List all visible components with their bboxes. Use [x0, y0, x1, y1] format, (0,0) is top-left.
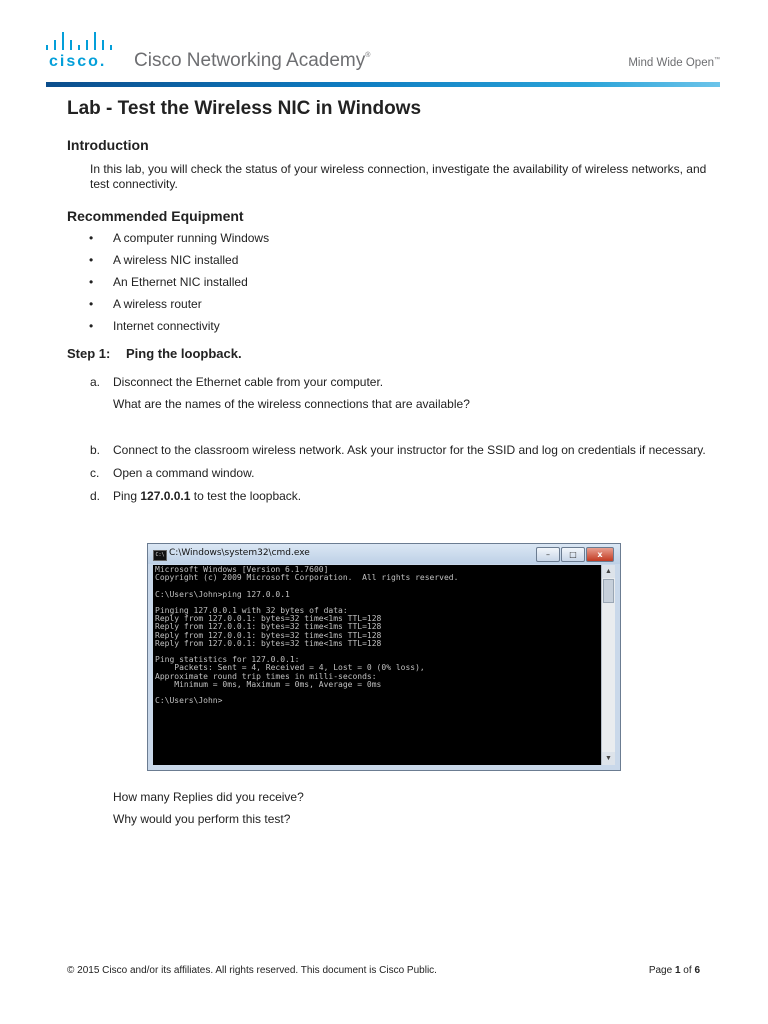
follow-up-questions [113, 790, 304, 834]
cmd-icon: C:\ [153, 550, 167, 561]
list-item: • A wireless router [89, 297, 202, 311]
header-rule [46, 82, 720, 87]
cmd-scrollbar [601, 565, 615, 765]
cmd-window-screenshot [147, 543, 621, 771]
minimize-icon: – [536, 547, 560, 562]
page-title: Lab - Test the Wireless NIC in Windows [67, 98, 422, 119]
cisco-wordmark: cisco. [49, 53, 107, 70]
copyright-notice: © 2015 Cisco and/or its affiliates. All rights reserved. This document is Cisco Public. [67, 965, 437, 976]
cmd-output [153, 565, 603, 765]
introduction-text: In this lab, you will check the status of your wireless connection, investigate the availability of wireless networks, and test connectivity. [90, 162, 707, 191]
scroll-up-icon: ▲ [602, 565, 615, 578]
page-number: Page 1 of 6 [648, 965, 700, 976]
scroll-thumb [603, 579, 614, 603]
question-wireless-names: What are the names of the wireless connections that are available? [113, 397, 470, 411]
list-item: • A computer running Windows [89, 231, 270, 245]
question-replies: How many Replies did you receive? [113, 790, 304, 804]
cisco-logo-icon [46, 32, 116, 50]
step-heading: Step 1: Ping the loopback. [67, 346, 242, 361]
list-item: • Internet connectivity [89, 319, 220, 333]
academy-name: Cisco Networking Academy® [134, 50, 371, 71]
close-icon: x [586, 547, 614, 562]
equipment-heading: Recommended Equipment [67, 208, 244, 224]
introduction-heading: Introduction [67, 137, 149, 153]
cmd-title: C:\Windows\system32\cmd.exe [169, 548, 310, 558]
cmd-output-text: Microsoft Windows [Version 6.1.7600] Copyright (c) 2009 Microsoft Corporation. All rights reserved. C:\Users\John>ping 127.0.0.1 Pinging 127.0.0.1 with 32 bytes of data: Reply from 127.0.0.1: bytes=32 time<1ms TTL=128 Reply from 127.0.0.1: bytes=32 time<1ms TTL=128 Reply from 127.0.0.1: bytes=32 time<1ms TTL=128 Reply from 127.0.0.1: bytes=32 time<1ms TTL=128 Ping statistics for 127.0.0.1: Packets: Sent = 4, Received = 4, Lost = 0 (0% loss), Approximate round trip times in milli-seconds: Minimum = 0ms, Maximum = 0ms, Average = 0ms C:\Users\John> [155, 565, 459, 706]
step-item-d: d. Ping 127.0.0.1 to test the loopback. [90, 489, 302, 503]
document-body [67, 96, 707, 504]
question-why-test: Why would you perform this test? [113, 812, 291, 826]
step-item-b: b. Connect to the classroom wireless network. Ask your instructor for the SSID and log on credentials if necessary. [90, 443, 706, 457]
cmd-titlebar [148, 544, 620, 564]
tagline: Mind Wide Open™ [628, 57, 720, 69]
list-item: • An Ethernet NIC installed [89, 275, 248, 289]
maximize-icon: □ [561, 547, 585, 562]
window-controls [535, 547, 614, 561]
list-item: • A wireless NIC installed [89, 253, 239, 267]
step-item-c: c. Open a command window. [90, 466, 255, 480]
page-header [0, 0, 768, 92]
step-item-a: a. Disconnect the Ethernet cable from your computer. [90, 375, 384, 389]
scroll-down-icon: ▼ [602, 752, 615, 765]
equipment-list [67, 231, 707, 341]
